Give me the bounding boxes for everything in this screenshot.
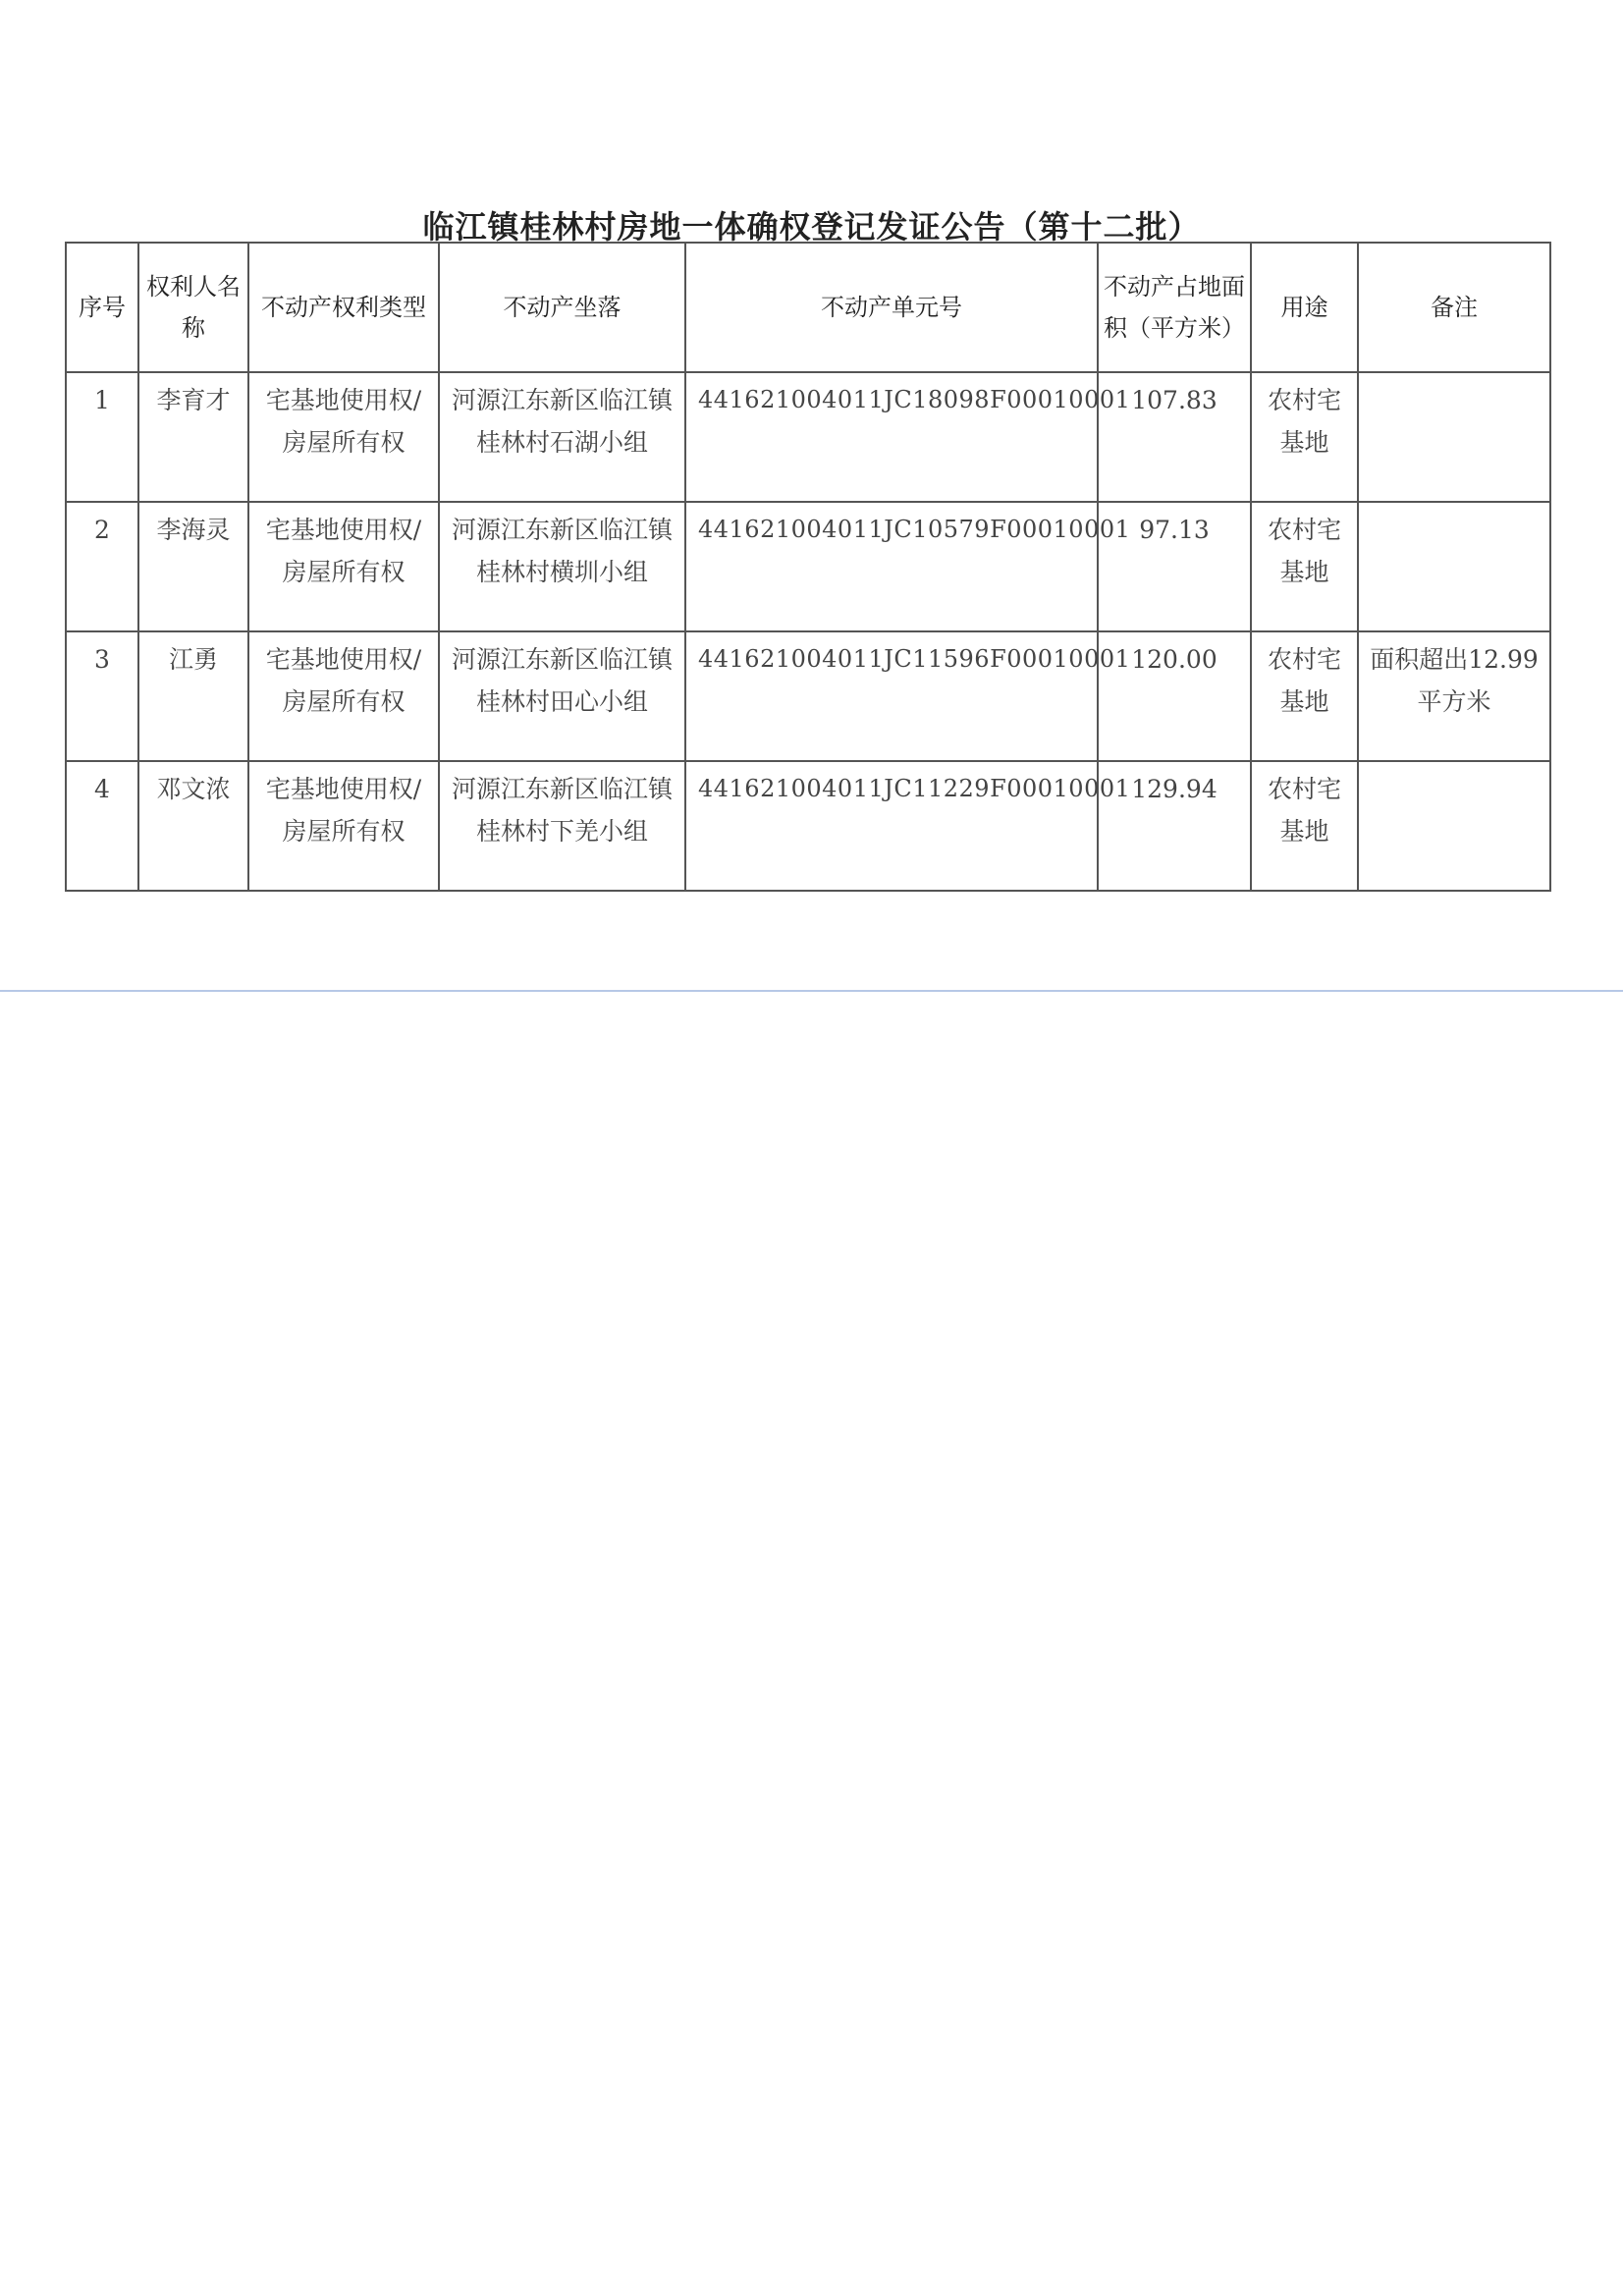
cell-use: 农村宅基地 [1251, 372, 1358, 502]
header-use: 用途 [1251, 243, 1358, 372]
cell-right-type: 宅基地使用权/房屋所有权 [248, 631, 439, 761]
page-divider [0, 990, 1623, 992]
header-unit-id: 不动产单元号 [685, 243, 1098, 372]
header-area: 不动产占地面积（平方米） [1098, 243, 1251, 372]
header-remark: 备注 [1358, 243, 1550, 372]
cell-area: 97.13 [1098, 502, 1251, 631]
cell-right-type: 宅基地使用权/房屋所有权 [248, 502, 439, 631]
cell-remark [1358, 372, 1550, 502]
cell-remark: 面积超出12.99平方米 [1358, 631, 1550, 761]
header-name: 权利人名称 [138, 243, 248, 372]
cell-unit-id: 441621004011JC11229F00010001 [685, 761, 1098, 891]
table-row [66, 761, 1550, 891]
cell-unit-id: 441621004011JC10579F00010001 [685, 502, 1098, 631]
cell-no: 4 [66, 761, 138, 891]
cell-area: 107.83 [1098, 372, 1251, 502]
cell-name: 邓文浓 [138, 761, 248, 891]
document-title: 临江镇桂林村房地一体确权登记发证公告（第十二批） [422, 208, 1201, 246]
cell-area: 120.00 [1098, 631, 1251, 761]
cell-location: 河源江东新区临江镇桂林村下羌小组 [439, 761, 685, 891]
cell-location: 河源江东新区临江镇桂林村田心小组 [439, 631, 685, 761]
cell-name: 江勇 [138, 631, 248, 761]
cell-no: 1 [66, 372, 138, 502]
header-no: 序号 [66, 243, 138, 372]
table-row [66, 631, 1550, 761]
registration-table [65, 242, 1551, 892]
cell-no: 2 [66, 502, 138, 631]
cell-remark [1358, 761, 1550, 891]
table-row [66, 372, 1550, 502]
cell-location: 河源江东新区临江镇桂林村横圳小组 [439, 502, 685, 631]
cell-use: 农村宅基地 [1251, 761, 1358, 891]
cell-right-type: 宅基地使用权/房屋所有权 [248, 761, 439, 891]
table-header-row [66, 243, 1550, 372]
header-location: 不动产坐落 [439, 243, 685, 372]
cell-no: 3 [66, 631, 138, 761]
cell-right-type: 宅基地使用权/房屋所有权 [248, 372, 439, 502]
table-row [66, 502, 1550, 631]
cell-area: 129.94 [1098, 761, 1251, 891]
cell-remark [1358, 502, 1550, 631]
header-right-type: 不动产权利类型 [248, 243, 439, 372]
cell-unit-id: 441621004011JC18098F00010001 [685, 372, 1098, 502]
cell-use: 农村宅基地 [1251, 502, 1358, 631]
cell-name: 李海灵 [138, 502, 248, 631]
cell-name: 李育才 [138, 372, 248, 502]
cell-use: 农村宅基地 [1251, 631, 1358, 761]
cell-location: 河源江东新区临江镇桂林村石湖小组 [439, 372, 685, 502]
cell-unit-id: 441621004011JC11596F00010001 [685, 631, 1098, 761]
